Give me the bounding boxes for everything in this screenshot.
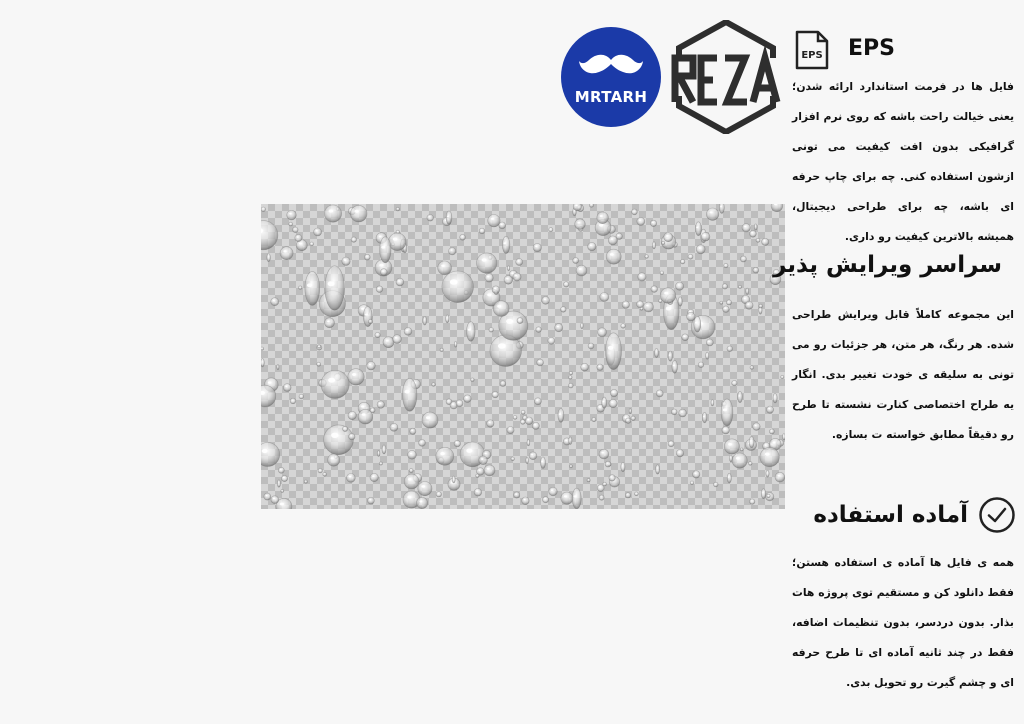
water-drop	[342, 257, 350, 265]
water-drop	[267, 254, 271, 262]
editable-title: سراسر ویرایش پذیر	[773, 252, 1002, 278]
water-drop	[396, 207, 400, 211]
water-drop	[376, 286, 383, 293]
water-drop	[597, 212, 609, 224]
water-drop	[261, 443, 280, 467]
water-drop	[637, 301, 644, 308]
water-drop	[418, 482, 432, 496]
water-drop	[419, 440, 426, 447]
water-drop	[766, 406, 773, 413]
water-drop	[532, 422, 539, 429]
water-drop	[750, 230, 757, 237]
water-drop	[449, 248, 456, 255]
water-drop	[592, 418, 596, 422]
water-drop	[558, 409, 564, 423]
water-drop	[438, 261, 452, 275]
water-drop	[527, 439, 530, 445]
water-drop	[508, 266, 510, 271]
water-drop	[436, 447, 454, 465]
water-drop	[432, 383, 436, 387]
water-drop	[517, 318, 523, 324]
water-drop	[668, 441, 674, 447]
water-drop	[409, 469, 413, 473]
water-drop	[581, 363, 589, 371]
water-drop	[569, 371, 572, 374]
water-drop	[460, 234, 466, 240]
water-drop	[549, 228, 553, 232]
water-drop	[720, 301, 723, 304]
water-drop	[609, 399, 617, 407]
water-drop	[485, 274, 493, 282]
water-drop	[423, 316, 427, 325]
water-drop	[446, 211, 452, 224]
water-drop	[727, 473, 731, 483]
water-drop	[323, 472, 327, 476]
water-drop	[261, 221, 278, 250]
water-drop	[368, 320, 372, 324]
water-drop	[724, 439, 739, 454]
water-drop	[283, 384, 291, 392]
water-drop	[656, 390, 663, 397]
water-drop	[350, 205, 367, 222]
water-drop	[511, 457, 515, 461]
water-drop	[738, 391, 743, 402]
water-drop	[368, 497, 375, 504]
water-drop	[606, 249, 621, 264]
water-drop	[609, 475, 615, 481]
water-drop	[299, 286, 302, 289]
water-drop	[492, 286, 500, 294]
water-drop	[516, 259, 523, 266]
water-drop	[644, 302, 654, 312]
water-drop	[561, 307, 567, 313]
water-drop	[280, 247, 293, 260]
water-drop	[314, 228, 322, 236]
water-drop	[767, 494, 770, 497]
water-drop	[759, 304, 763, 308]
water-drop	[492, 391, 498, 397]
water-drop	[750, 366, 754, 370]
water-drop	[626, 418, 631, 423]
water-drop	[745, 301, 753, 309]
water-drop	[688, 254, 693, 259]
water-drop	[277, 480, 280, 487]
water-drop	[261, 359, 264, 367]
water-drop	[379, 462, 382, 465]
water-drop	[783, 434, 786, 440]
water-drop	[427, 215, 434, 222]
water-drop	[281, 489, 284, 492]
water-drop	[573, 204, 581, 211]
water-drop	[569, 437, 572, 445]
water-drop	[440, 348, 443, 351]
water-drop	[714, 482, 719, 487]
water-drop	[324, 205, 341, 222]
water-drop	[318, 469, 322, 473]
water-drop	[521, 410, 525, 414]
water-drop	[750, 499, 755, 504]
water-drop	[652, 242, 655, 249]
water-drop	[621, 462, 625, 471]
water-drop	[598, 328, 607, 337]
water-drop	[377, 451, 380, 457]
water-drop	[651, 286, 658, 293]
water-drop	[479, 228, 485, 234]
water-drop	[442, 271, 474, 303]
water-drop	[499, 222, 506, 229]
water-drop	[277, 365, 279, 370]
water-drop	[380, 237, 391, 263]
water-drop	[324, 425, 354, 455]
water-drop	[729, 455, 732, 462]
water-drop	[299, 394, 304, 399]
water-drop	[261, 207, 266, 212]
water-drop	[706, 208, 718, 220]
water-drop	[762, 238, 769, 245]
water-drop	[749, 436, 754, 447]
water-drop	[476, 474, 479, 477]
water-drop	[382, 445, 386, 454]
water-drop	[602, 397, 607, 408]
water-drop	[572, 488, 581, 509]
water-drop	[390, 423, 398, 431]
water-drop	[513, 416, 517, 420]
water-drop	[351, 237, 356, 242]
water-drop	[687, 312, 696, 321]
water-drop	[343, 426, 348, 431]
water-drop	[488, 215, 500, 227]
water-drop	[522, 497, 530, 505]
water-drop	[597, 364, 603, 370]
water-drop	[542, 297, 550, 305]
water-drop	[676, 450, 683, 457]
water-drop	[600, 293, 609, 302]
water-drop	[477, 253, 497, 273]
water-drop	[631, 416, 635, 420]
water-drop	[318, 345, 321, 348]
eps-title: EPS	[848, 36, 895, 61]
water-drop	[271, 298, 279, 306]
water-drop	[548, 337, 555, 344]
check-circle-icon	[978, 496, 1016, 534]
water-drop	[695, 222, 701, 236]
eps-heading	[794, 30, 894, 70]
editable-description: این مجموعه کاملاً قابل ویرایش طراحی شده. هر رنگ، هر متن، هر جزئیات رو می تونی به سلیقه ی خودت تغییر بدی. انگار یه طراح اختصاصی کنارت نشسته تا طرح رو دقیقاً مطابق خواسته ت بسازه.	[792, 308, 1014, 441]
water-drop	[310, 242, 314, 246]
water-drop	[377, 401, 384, 408]
water-drop	[500, 381, 506, 387]
ready-heading	[786, 496, 1016, 534]
water-drop	[507, 427, 514, 434]
reza-logo-mark	[669, 20, 783, 134]
water-drop	[656, 465, 660, 474]
water-drop	[317, 362, 321, 366]
water-drop	[549, 487, 558, 496]
water-drop	[454, 440, 460, 446]
water-drop	[696, 245, 705, 254]
water-drop	[264, 493, 271, 500]
water-drop	[738, 285, 741, 288]
water-drop	[746, 288, 749, 294]
water-drops-preview	[261, 204, 785, 509]
water-drop	[393, 335, 402, 344]
mrtarh-logo-text: MRTARH	[574, 88, 648, 106]
water-drop	[541, 457, 546, 469]
water-drop	[660, 288, 675, 303]
water-drop	[597, 485, 604, 492]
water-drop	[261, 347, 264, 350]
water-drop	[290, 398, 296, 404]
water-drop	[655, 348, 659, 357]
water-drop	[520, 420, 525, 425]
water-drop	[576, 265, 587, 276]
water-drop	[564, 282, 569, 287]
water-drops-image	[261, 204, 785, 509]
water-drop	[536, 327, 542, 333]
water-drop	[682, 334, 689, 341]
water-drop	[347, 474, 356, 483]
water-drop	[761, 489, 765, 499]
water-drop	[487, 420, 494, 427]
water-drop	[514, 492, 520, 498]
water-drop	[588, 242, 596, 250]
water-drop	[417, 497, 428, 508]
water-drop	[756, 238, 760, 242]
water-drop	[616, 233, 622, 239]
water-drop	[569, 376, 572, 379]
water-drop	[454, 341, 457, 347]
water-drop	[706, 339, 713, 346]
water-drop	[587, 479, 590, 482]
eps-file-icon	[794, 30, 830, 70]
reza-logo	[669, 20, 783, 134]
water-drop	[305, 271, 320, 305]
water-drop	[568, 383, 573, 388]
water-drop	[304, 480, 307, 483]
water-drop	[471, 378, 475, 382]
water-drop	[664, 233, 673, 242]
water-drop	[502, 236, 510, 253]
water-drop	[328, 454, 340, 466]
water-drop	[672, 360, 678, 373]
water-drop	[749, 462, 753, 466]
water-drop	[581, 323, 584, 329]
water-drop	[724, 263, 728, 267]
water-drop	[293, 227, 299, 233]
water-drop	[599, 449, 609, 459]
water-drop	[422, 412, 438, 428]
editable-heading	[773, 248, 1012, 282]
water-drop	[645, 255, 649, 259]
mrtarh-logo	[561, 27, 661, 127]
water-drop	[570, 465, 573, 468]
water-drop	[769, 429, 774, 434]
water-drop	[732, 453, 747, 468]
water-drop	[775, 472, 785, 482]
water-drop	[467, 322, 476, 342]
water-drop	[754, 224, 757, 230]
water-drop	[721, 399, 733, 426]
water-drop	[271, 496, 279, 504]
water-drop	[493, 301, 509, 317]
water-drop	[456, 400, 463, 407]
water-drop	[348, 369, 364, 385]
water-drop	[629, 409, 631, 414]
water-drop	[722, 426, 730, 434]
water-drop	[364, 254, 370, 260]
water-drop	[504, 276, 513, 285]
water-drop	[637, 217, 645, 225]
water-drop	[706, 352, 709, 359]
water-drop	[625, 493, 630, 498]
water-drop	[588, 343, 594, 349]
water-drop	[396, 278, 404, 286]
water-drop	[753, 423, 761, 431]
ready-title: آماده استفاده	[813, 502, 968, 528]
water-drop	[679, 409, 687, 417]
ready-description: همه ی فایل ها آماده ی استفاده هستن؛ فقط دانلود کن و مستقیم توی پروژه هات بذار. بدون دردسر، بدون تنظیمات اضافه، فقط در چند ثانیه آماده ای تا طرح حرفه ای و چشم گیرت رو تحویل بدی.	[792, 556, 1014, 689]
water-drop	[325, 266, 344, 310]
water-drop	[740, 448, 743, 451]
water-drop	[719, 204, 724, 213]
water-drop	[723, 306, 730, 313]
water-drop	[529, 452, 537, 460]
water-drop	[660, 271, 664, 275]
water-drop	[632, 209, 638, 215]
water-drop	[484, 465, 495, 476]
water-drop	[537, 359, 544, 366]
water-drop	[367, 361, 376, 370]
water-drop	[605, 461, 611, 467]
water-drop	[287, 210, 297, 220]
water-drop	[534, 398, 541, 405]
water-drop	[732, 380, 737, 385]
water-drop	[526, 458, 529, 464]
water-drop	[321, 370, 349, 398]
water-drop	[561, 492, 573, 504]
water-drop	[702, 412, 707, 422]
water-drop	[753, 267, 759, 273]
water-drop	[726, 300, 731, 305]
water-drop	[370, 473, 378, 481]
water-drop	[452, 476, 455, 483]
eps-file-icon-label: EPS	[801, 50, 823, 61]
water-drop	[489, 328, 494, 333]
water-drop	[701, 232, 710, 241]
water-drop	[698, 362, 704, 368]
water-drop	[281, 475, 287, 481]
water-drop	[621, 324, 626, 329]
water-drop	[348, 411, 356, 419]
water-drop	[464, 395, 472, 403]
water-drop	[773, 393, 777, 403]
water-drop	[610, 389, 617, 396]
water-drop	[479, 456, 488, 465]
water-drop	[349, 434, 355, 440]
water-drop	[650, 220, 656, 226]
water-drop	[543, 497, 549, 503]
water-drop	[410, 428, 416, 434]
water-drop	[408, 450, 417, 459]
water-drop	[589, 204, 593, 207]
water-drop	[640, 307, 643, 310]
water-drop	[676, 282, 684, 290]
water-drop	[404, 474, 419, 489]
water-drop	[533, 243, 541, 251]
water-drop	[638, 273, 646, 281]
water-drop	[513, 273, 521, 281]
mustache-icon	[579, 52, 643, 78]
water-drop	[325, 318, 335, 328]
water-drop	[606, 333, 622, 370]
water-drop	[690, 481, 694, 485]
water-drop	[380, 269, 387, 276]
water-drop	[771, 204, 783, 212]
water-drop	[766, 470, 769, 477]
water-drop	[668, 351, 672, 361]
water-drop	[671, 409, 677, 415]
water-drop	[436, 492, 441, 497]
water-drop	[403, 378, 417, 411]
water-drop	[289, 222, 293, 226]
water-drop	[358, 409, 373, 424]
water-drop	[555, 324, 563, 332]
water-drop	[573, 258, 579, 264]
water-drop	[599, 495, 604, 500]
water-drop	[662, 241, 665, 244]
water-drop	[474, 489, 482, 497]
water-drop	[295, 234, 302, 241]
water-drop	[575, 219, 586, 230]
water-drop	[742, 224, 750, 232]
water-drop	[635, 492, 639, 496]
water-drop	[375, 332, 380, 337]
water-drop	[722, 284, 727, 289]
water-drop	[781, 375, 784, 378]
water-drop	[760, 447, 779, 466]
water-drop	[446, 315, 449, 323]
eps-description: فایل ها در فرمت استاندارد ارائه شدن؛ یعنی خیالت راحت باشه که روی نرم افزار گرافیکی بدون افت کیفیت می تونی ازشون استفاده کنی. چه برای چاپ حرفه ای باشه، چه برای طراحی دیجیتال، همیشه بالاترین کیفیت رو داری.	[792, 80, 1014, 243]
water-drop	[681, 260, 685, 264]
water-drop	[383, 337, 394, 348]
water-drop	[711, 400, 714, 406]
water-drop	[693, 471, 700, 478]
water-drop	[525, 417, 533, 425]
water-drop	[727, 346, 733, 352]
water-drop	[740, 256, 746, 262]
water-drop	[622, 301, 629, 308]
water-drop	[278, 467, 284, 473]
water-drop	[404, 328, 412, 336]
